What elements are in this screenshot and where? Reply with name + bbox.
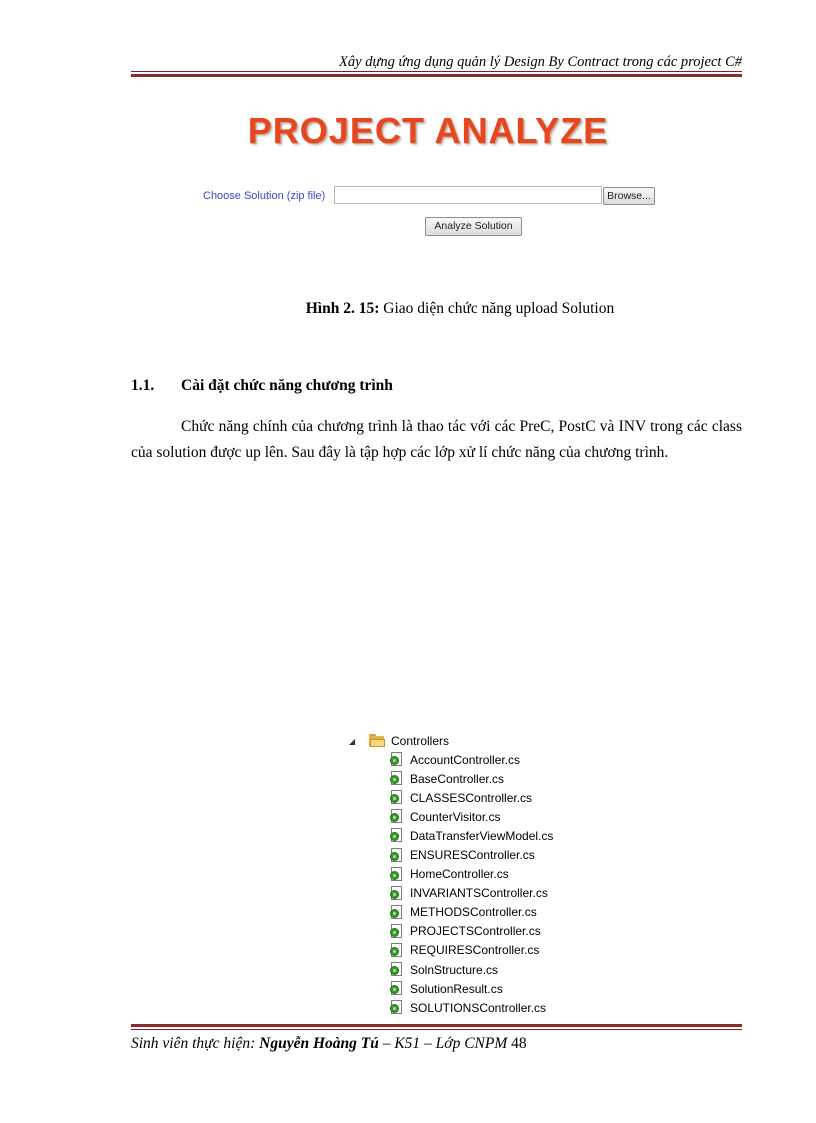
tree-file-item[interactable] [390,941,553,960]
tree-file-label: PROJECTSController.cs [410,924,541,939]
tree-file-item[interactable] [390,826,553,845]
tree-file-label: REQUIRESController.cs [410,943,540,958]
tree-file-item[interactable] [390,845,553,864]
tree-file-label: DataTransferViewModel.cs [410,828,554,843]
expand-triangle-icon[interactable]: ◢ [349,736,356,746]
tree-file-label: AccountController.cs [410,752,521,767]
page-number: 48 [507,1035,527,1052]
figure-caption [0,300,816,318]
running-header: Xây dựng ứng dụng quản lý Design By Contract trong các project C# [339,54,742,70]
csharp-file-icon [390,943,404,958]
section-title: Cài đặt chức năng chương trình [181,377,393,394]
tree-file-item[interactable] [390,979,553,998]
solution-file-input[interactable] [334,186,602,204]
figure-caption-label: Hình 2. 15: [305,300,380,317]
figure-caption-text: Giao diện chức năng upload Solution [379,300,615,317]
analyze-solution-button[interactable]: Analyze Solution [425,217,522,236]
header-rule-thin [131,71,742,72]
tree-file-item[interactable] [390,769,553,788]
tree-file-label: SOLUTIONSController.cs [410,1000,547,1015]
tree-file-item[interactable] [390,998,553,1017]
section-paragraph: Chức năng chính của chương trình là thao tác với các PreC, PostC và INV trong các class của solution được up lên. Sau đây là tập hợp các lớp xử lí chức năng của chương trình. [131,418,742,461]
footer-class: – K51 – Lớp CNPM [378,1035,508,1052]
csharp-file-icon [390,962,404,977]
csharp-file-icon [390,848,404,863]
csharp-file-icon [390,771,404,786]
csharp-file-icon [390,809,404,824]
project-analyze-title: PROJECT ANALYZE [247,110,609,151]
folder-label: Controllers [391,734,450,748]
open-folder-icon [369,735,385,747]
tree-file-label: HomeController.cs [410,867,509,882]
tree-file-item[interactable] [390,960,553,979]
solution-explorer-tree [349,732,553,1017]
tree-file-label: CLASSESController.cs [410,790,533,805]
tree-file-item[interactable] [390,922,553,941]
csharp-file-icon [390,981,404,996]
footer-prefix: Sinh viên thực hiện: [131,1035,260,1052]
csharp-file-icon [390,752,404,767]
footer-author: Nguyễn Hoàng Tú [259,1035,379,1052]
csharp-file-icon [390,867,404,882]
tree-file-label: INVARIANTSController.cs [410,886,548,901]
section-number: 1.1. [131,377,155,394]
tree-file-item[interactable] [390,903,553,922]
tree-file-item[interactable] [390,884,553,903]
browse-button[interactable]: Browse... [603,187,655,205]
footer-rule-thin [131,1029,742,1030]
csharp-file-icon [390,924,404,939]
csharp-file-icon [390,790,404,805]
tree-file-item[interactable] [390,807,553,826]
tree-folder-controllers[interactable] [349,732,553,750]
tree-file-label: BaseController.cs [410,771,505,786]
tree-file-item[interactable] [390,750,553,769]
csharp-file-icon [390,905,404,920]
header-rule-thick [131,74,742,77]
tree-file-label: METHODSController.cs [410,905,537,920]
csharp-file-icon [390,1000,404,1015]
tree-file-item[interactable] [390,788,553,807]
tree-file-item[interactable] [390,865,553,884]
csharp-file-icon [390,886,404,901]
tree-file-label: SolnStructure.cs [410,962,499,977]
tree-file-label: SolutionResult.cs [410,981,503,996]
tree-file-label: CounterVisitor.cs [410,809,501,824]
tree-file-list [390,750,553,1017]
page-footer [131,1035,527,1053]
csharp-file-icon [390,828,404,843]
choose-solution-label: Choose Solution (zip file) [203,190,326,202]
tree-file-label: ENSURESController.cs [410,848,535,863]
footer-rule-thick [131,1024,742,1027]
